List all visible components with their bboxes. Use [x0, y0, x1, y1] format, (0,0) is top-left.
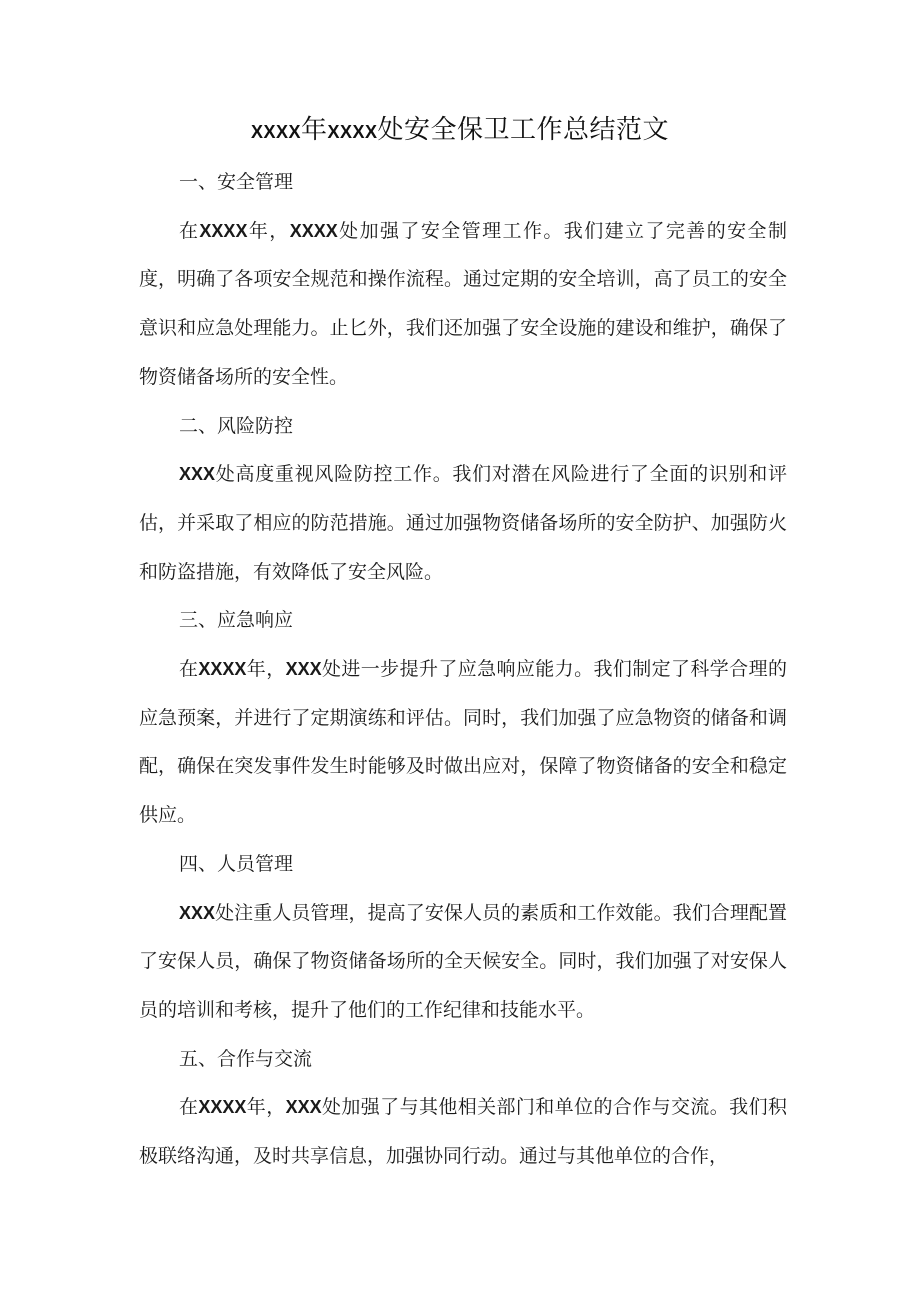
section-heading-cooperation-exchange: 五、合作与交流 [179, 1047, 313, 1070]
section-paragraph-safety-management: 在XXXX年，XXXX处加强了安全管理工作。我们建立了完善的安全制度，明确了各项安全规范和操作流程。通过定期的安全培训，高了员工的安全意识和应急处理能力。止匕外，我们还加强了安全设施的建设和维护，确保了物资储备场所的安全性。 [139, 219, 787, 388]
section-heading-personnel-management: 四、人员管理 [179, 852, 294, 875]
section-paragraph-personnel-management: XXX处注重人员管理，提高了安保人员的素质和工作效能。我们合理配置了安保人员，确保了物资储备场所的全天候安全。同时，我们加强了对安保人员的培训和考核，提升了他们的工作纪律和技能水平。 [139, 901, 787, 1021]
section-heading-risk-control: 二、风险防控 [179, 414, 294, 437]
section-paragraph-risk-control: XXX处高度重视风险防控工作。我们对潜在风险进行了全面的识别和评估，并采取了相应的防范措施。通过加强物资储备场所的安全防护、加强防火和防盗措施，有效降低了安全风险。 [139, 463, 787, 583]
section-heading-safety-management: 一、安全管理 [179, 171, 294, 193]
document-title: XXXX年XXXX处安全保卫工作总结范文 [250, 115, 670, 145]
document-body [139, 158, 787, 1181]
section-paragraph-cooperation-exchange: 在XXXX年，XXX处加强了与其他相关部门和单位的合作与交流。我们积极联络沟通，及时共享信息，加强协同行动。通过与其他单位的合作， [139, 1096, 787, 1168]
section-paragraph-emergency-response: 在XXXX年，XXX处进一步提升了应急响应能力。我们制定了科学合理的应急预案，并进行了定期演练和评估。同时，我们加强了应急物资的储备和调配，确保在突发事件发生时能够及时做出应对，保障了物资储备的安全和稳定供应。 [139, 658, 787, 827]
section-heading-emergency-response: 三、应急响应 [179, 609, 294, 632]
